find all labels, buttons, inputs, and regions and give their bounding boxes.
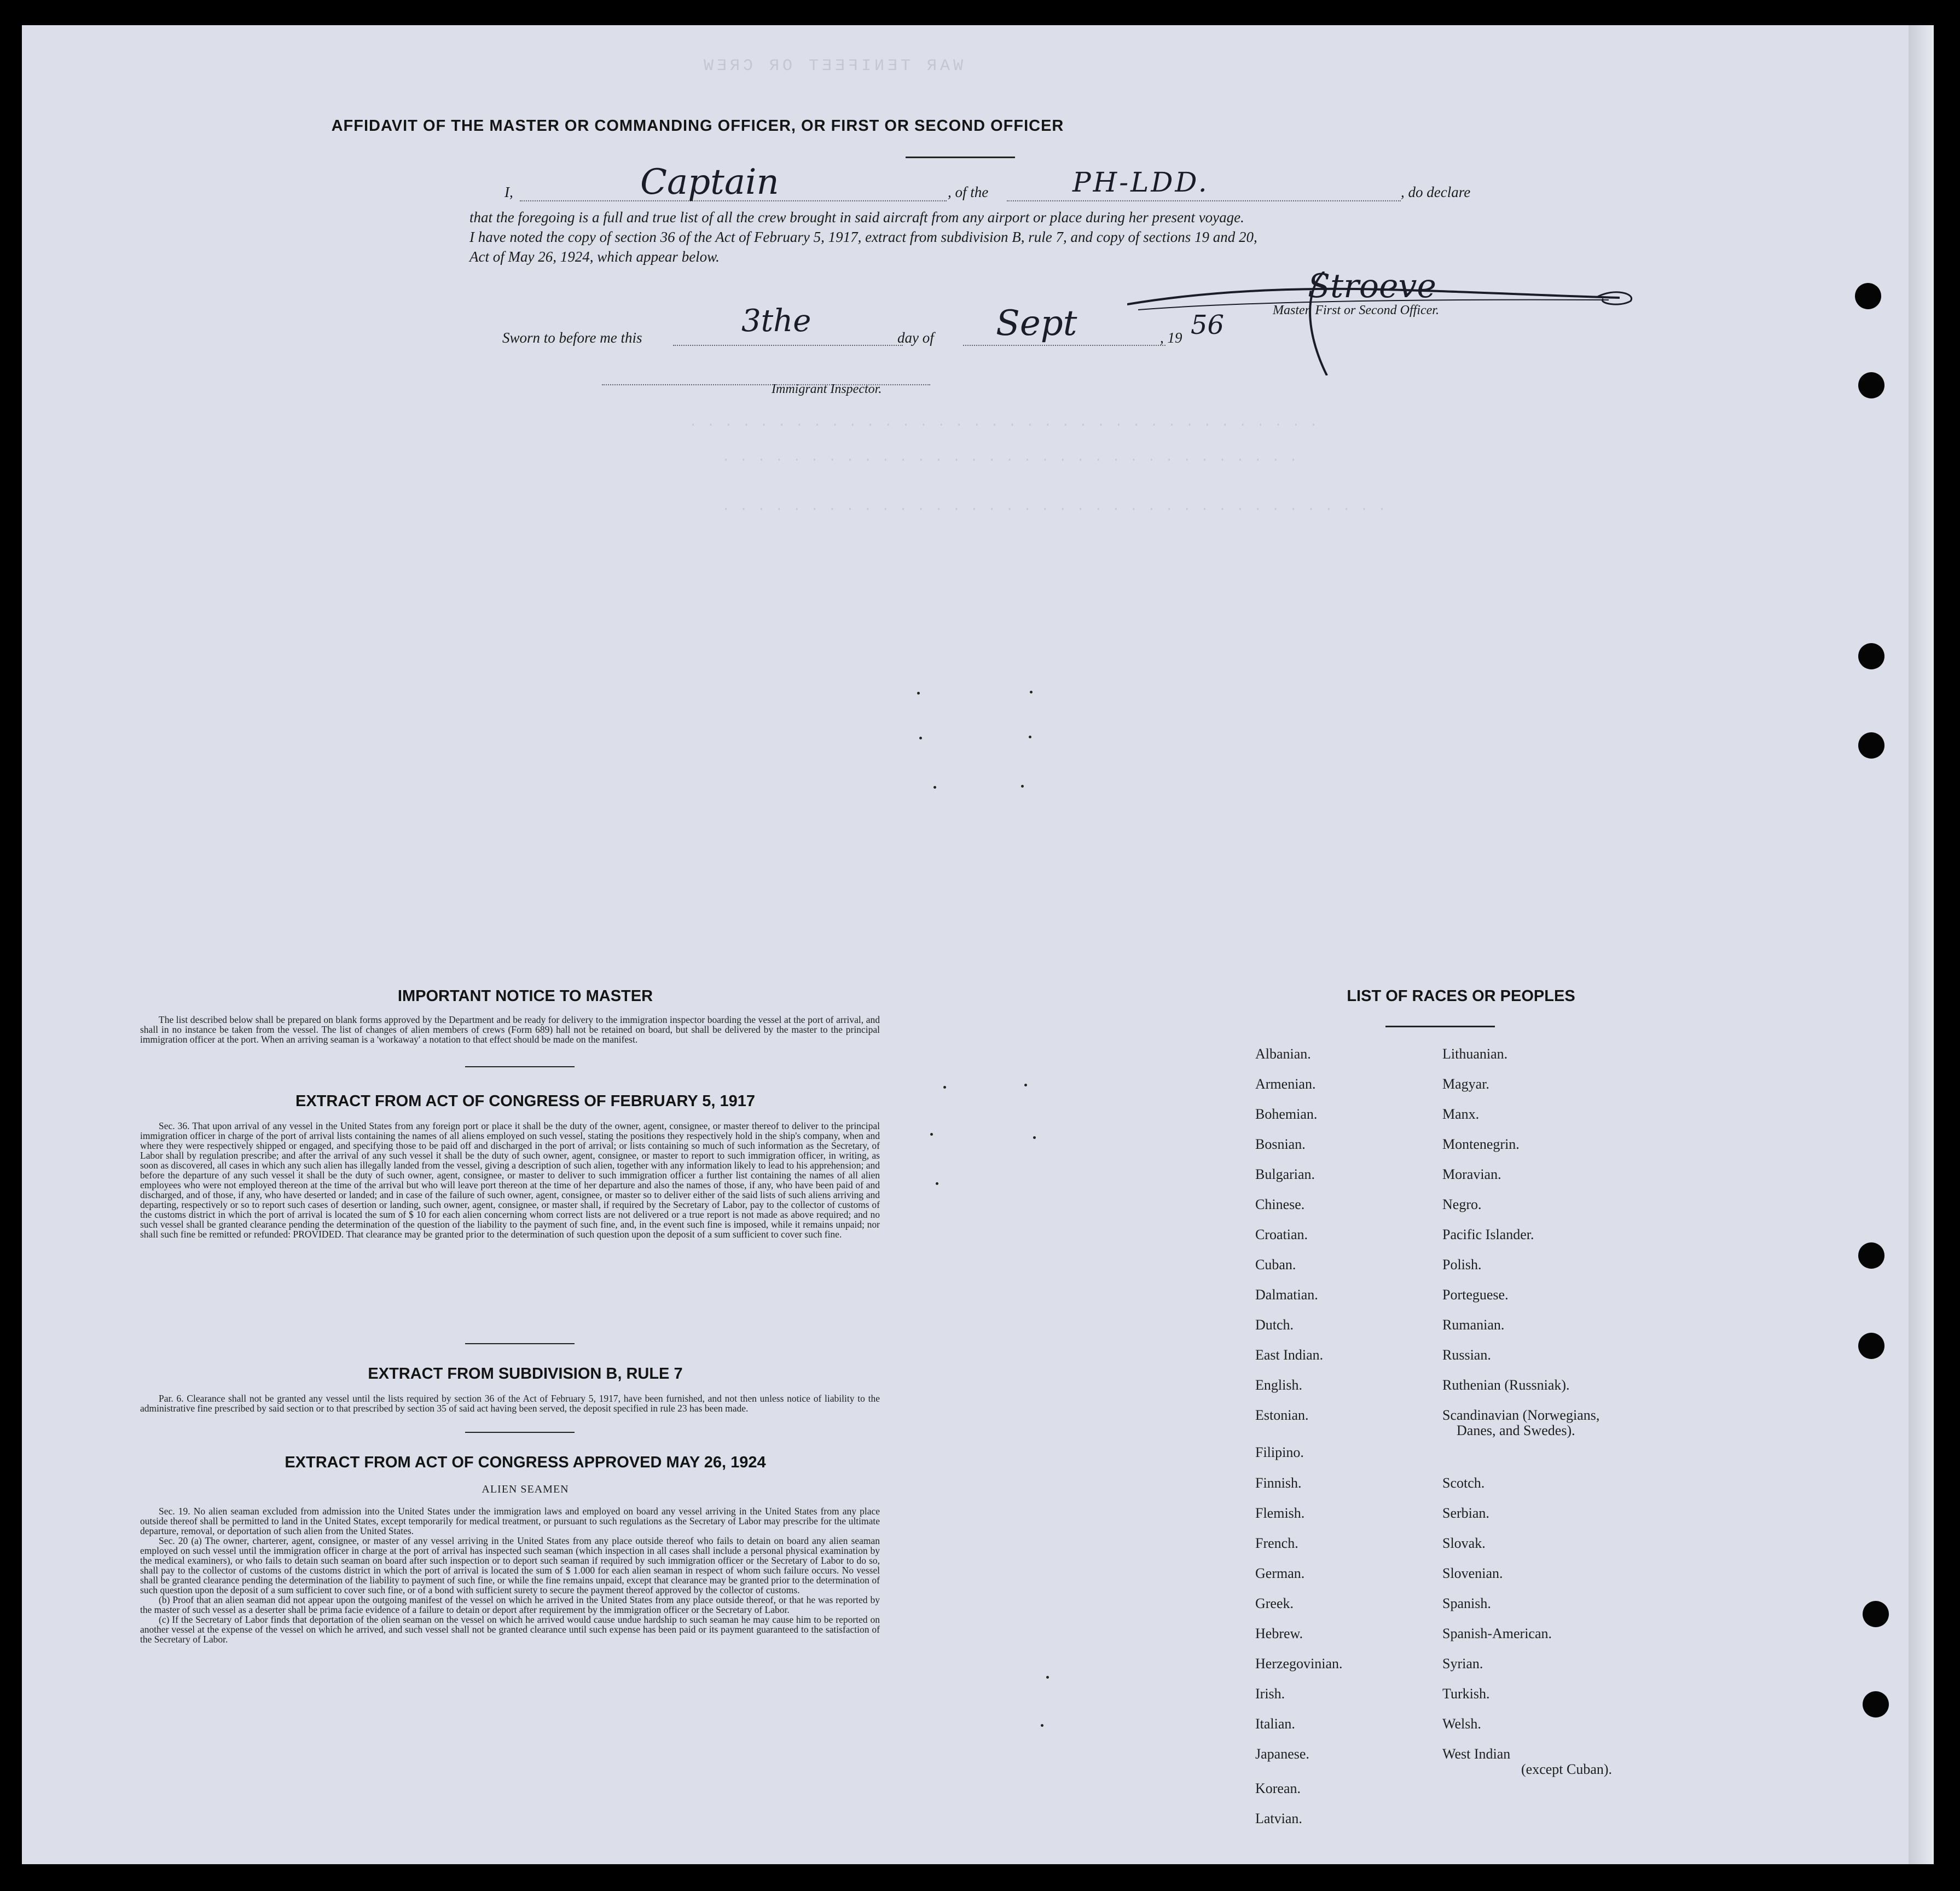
extract-1924-para-20c: (c) If the Secretary of Labor finds that deportation of the olien seaman on the vessel on which he arrived would cause undue hardship to such seaman he may cause him to be reported on another vessel at the expense of the vessel on which he arrived, and such vessel shall not be granted clearance until such expense has been paid or its payment guaranteed to the satisfaction of the Secretary of Labor. bbox=[140, 1614, 880, 1645]
extract-1924-para-20b: (b) Proof that an alien seaman did not appear upon the outgoing manifest of the vessel on which he arrived in the United States from any place outside thereof, or that he was reported by the master of such vessel as a deserter shall be prima facie evidence of a failure to detain or deport after requirement by the immigration officer or the Secretary of Labor. bbox=[140, 1594, 880, 1615]
sworn-day-blank bbox=[673, 345, 903, 346]
paper-speck bbox=[917, 692, 920, 695]
paper-speck bbox=[933, 786, 936, 789]
race-item: Greek. bbox=[1255, 1595, 1294, 1611]
race-item: Lithuanian. bbox=[1442, 1046, 1508, 1062]
race-item: Scandinavian (Norwegians, bbox=[1442, 1407, 1600, 1423]
bleed-through-text: · · · · · · · · · · · · · · · · · · · · · · · · · · · · · · · · · · · · · · bbox=[722, 502, 1388, 516]
document-page bbox=[22, 25, 1934, 1864]
race-item: German. bbox=[1255, 1565, 1305, 1581]
race-item: Pacific Islander. bbox=[1442, 1227, 1534, 1242]
extract-rule7-title: EXTRACT FROM SUBDIVISION B, RULE 7 bbox=[368, 1365, 683, 1383]
race-item: Polish. bbox=[1442, 1257, 1482, 1273]
declaration-line-4: Act of May 26, 1924, which appear below. bbox=[469, 248, 720, 265]
sworn-year-handwriting: 56 bbox=[1191, 310, 1225, 340]
race-item: Hebrew. bbox=[1255, 1626, 1303, 1641]
extract-1924-subtitle: ALIEN SEAMEN bbox=[482, 1483, 569, 1495]
bleed-through-text: WAR TENIFEET OR CREW bbox=[700, 57, 964, 76]
race-item: Russian. bbox=[1442, 1347, 1491, 1363]
race-item: Bosnian. bbox=[1255, 1136, 1306, 1152]
signature-text: Stroeve bbox=[1308, 267, 1436, 305]
extract-1924-para-20a: Sec. 20 (a) The owner, charterer, agent, consignee, or master of any vessel arriving in the United States from any place outside thereof who fails to detain on board any alien seaman employed on such vessel until the immigration officer in charge at the port of arrival has inspected such seaman (which inspection in all cases shall include a personal physical examination by the medical examiners), or who fails to detain such seaman on board after such inspection or to deport such seaman if required by such immigration officer or the Secretary of Labor to do so, shall pay to the collector of customs of the customs district in which the port of arrival is located the sum of $ 1.000 for each alien seaman in respect of whom such failure occurs. No vessel shall be granted clearance pending the determination of the liability to payment of such fine, or while the fine remains unpaid, except that clearance may be granted prior to the determination of such question upon the deposit of a sum sufficient to cover such fine, or of a bond with sufficient surety to secure the payment thereof approved by the collector of customs. bbox=[140, 1535, 880, 1595]
extract-1917-text bbox=[140, 1121, 880, 1239]
extract-rule7-text bbox=[140, 1393, 880, 1413]
race-item: Dutch. bbox=[1255, 1317, 1294, 1333]
race-item: Spanish-American. bbox=[1442, 1626, 1552, 1641]
bleed-through-text: · · · · · · · · · · · · · · · · · · · · · · · · · · · · · · · · · bbox=[722, 453, 1299, 467]
punch-hole bbox=[1858, 732, 1884, 759]
race-item: Finnish. bbox=[1255, 1475, 1302, 1491]
sworn-month-handwriting: Sept bbox=[996, 303, 1077, 344]
paper-speck bbox=[943, 1086, 946, 1089]
race-item: Filipino. bbox=[1255, 1444, 1304, 1460]
race-item: Montenegrin. bbox=[1442, 1136, 1520, 1152]
declaration-line-1-prefix: I, bbox=[505, 184, 513, 200]
race-item: Danes, and Swedes). bbox=[1457, 1422, 1575, 1438]
punch-hole bbox=[1863, 1601, 1889, 1627]
paper-speck bbox=[936, 1182, 938, 1185]
race-item: Cuban. bbox=[1255, 1257, 1296, 1273]
race-item: West Indian bbox=[1442, 1746, 1511, 1762]
race-item: Chinese. bbox=[1255, 1196, 1305, 1212]
notice-title: IMPORTANT NOTICE TO MASTER bbox=[397, 987, 653, 1005]
race-item: Flemish. bbox=[1255, 1505, 1305, 1521]
punch-hole bbox=[1858, 1242, 1884, 1269]
aircraft-handwriting: PH-LDD. bbox=[1072, 166, 1209, 198]
aircraft-blank bbox=[1007, 200, 1401, 201]
race-item: (except Cuban). bbox=[1521, 1761, 1613, 1777]
race-item: Porteguese. bbox=[1442, 1287, 1509, 1303]
extract-1924-para-19: Sec. 19. No alien seaman excluded from admission into the United States under the immigration laws and employed on board any vessel arriving in the United States from any place outside thereof shall be permitted to land in the United States, except temporarily for medical treatment, or pursuant to such regulations as the Secretary of Labor may prescribe for the ultimate departure, removal, or deportation of such alien from the United States. bbox=[140, 1506, 880, 1536]
punch-hole bbox=[1855, 283, 1881, 309]
race-item: Bulgarian. bbox=[1255, 1166, 1315, 1182]
race-item: Spanish. bbox=[1442, 1595, 1491, 1611]
section-rule bbox=[465, 1432, 575, 1433]
race-item: Bohemian. bbox=[1255, 1106, 1318, 1122]
section-rule bbox=[465, 1343, 575, 1344]
race-item: Dalmatian. bbox=[1255, 1287, 1318, 1303]
race-item: Italian. bbox=[1255, 1716, 1295, 1732]
punch-hole bbox=[1863, 1691, 1889, 1717]
sworn-month-blank bbox=[963, 345, 1165, 346]
punch-hole bbox=[1858, 643, 1884, 669]
race-item: Estonian. bbox=[1255, 1407, 1309, 1423]
race-item: English. bbox=[1255, 1377, 1302, 1393]
notice-paragraph: The list described below shall be prepared on blank forms approved by the Department and be ready for delivery to the immigration inspector boarding the vessel at the port of arrival, and shall in no instance be taken from the vessel. The list of changes of alien members of crews (Form 689) hall not be retained on board, but shall be delivered by the master to the principal immigration officer at the port. When an arriving seaman is a 'workaway' a notation to that effect should be made on the manifest. bbox=[140, 1014, 880, 1045]
signature-caption: Master, First or Second Officer. bbox=[1273, 303, 1439, 317]
section-rule bbox=[465, 1066, 575, 1067]
declaration-line-1-of: , of the bbox=[948, 184, 989, 200]
paper-speck bbox=[1030, 691, 1033, 693]
extract-1917-title: EXTRACT FROM ACT OF CONGRESS OF FEBRUARY 5, 1917 bbox=[295, 1092, 756, 1110]
paper-speck bbox=[1021, 785, 1024, 788]
sworn-year-prefix: , 19 bbox=[1160, 329, 1182, 346]
race-item: Slovenian. bbox=[1442, 1565, 1503, 1581]
page-edge bbox=[1909, 25, 1934, 1864]
race-item: Croatian. bbox=[1255, 1227, 1308, 1242]
extract-rule7-paragraph: Par. 6. Clearance shall not be granted any vessel until the lists required by section 36 of the Act of February 5, 1917, have been furnished, and not then unless notice of liability to the administrative fine prescribed by said section or to that prescribed by section 35 of said act having been served, the deposit specified in rule 23 has been made. bbox=[140, 1393, 880, 1414]
race-item: Irish. bbox=[1255, 1686, 1285, 1702]
paper-speck bbox=[1029, 736, 1031, 738]
race-item: Japanese. bbox=[1255, 1746, 1309, 1762]
races-title-rule bbox=[1385, 1026, 1495, 1027]
race-item: Latvian. bbox=[1255, 1811, 1302, 1826]
sworn-day-handwriting: 3the bbox=[741, 303, 811, 339]
punch-hole bbox=[1858, 372, 1884, 398]
declarant-handwriting: Captain bbox=[640, 162, 779, 203]
sworn-day-of: day of bbox=[897, 329, 934, 346]
race-item: Welsh. bbox=[1442, 1716, 1481, 1732]
bleed-through-text: · · · · · · · · · · · · · · · · · · · · · · · · · · · · · · · · · · · · bbox=[689, 418, 1319, 432]
sworn-prefix: Sworn to before me this bbox=[502, 329, 642, 346]
race-item: Moravian. bbox=[1442, 1166, 1501, 1182]
race-item: Slovak. bbox=[1442, 1535, 1486, 1551]
paper-speck bbox=[1046, 1676, 1049, 1679]
paper-speck bbox=[1024, 1084, 1027, 1086]
affidavit-title: AFFIDAVIT OF THE MASTER OR COMMANDING OFFICER, OR FIRST OR SECOND OFFICER bbox=[331, 117, 1064, 135]
race-item: Serbian. bbox=[1442, 1505, 1489, 1521]
race-item: Albanian. bbox=[1255, 1046, 1311, 1062]
race-item: Herzegovinian. bbox=[1255, 1656, 1343, 1672]
race-item: Manx. bbox=[1442, 1106, 1480, 1122]
paper-speck bbox=[919, 737, 922, 739]
extract-1924-title: EXTRACT FROM ACT OF CONGRESS APPROVED MAY 26, 1924 bbox=[285, 1454, 766, 1471]
race-item: Turkish. bbox=[1442, 1686, 1490, 1702]
race-item: Magyar. bbox=[1442, 1076, 1489, 1092]
inspector-caption: Immigrant Inspector. bbox=[772, 382, 882, 396]
race-item: Ruthenian (Russniak). bbox=[1442, 1377, 1570, 1393]
notice-text bbox=[140, 1015, 880, 1044]
punch-hole bbox=[1858, 1333, 1884, 1359]
race-item: Korean. bbox=[1255, 1780, 1301, 1796]
races-title: LIST OF RACES OR PEOPLES bbox=[1347, 987, 1575, 1005]
declaration-line-3: I have noted the copy of section 36 of the Act of February 5, 1917, extract from subdivision B, rule 7, and copy of sections 19 and 20, bbox=[469, 229, 1257, 245]
race-item: Syrian. bbox=[1442, 1656, 1483, 1672]
paper-speck bbox=[930, 1133, 933, 1136]
paper-speck bbox=[1041, 1724, 1043, 1727]
race-item: Scotch. bbox=[1442, 1475, 1485, 1491]
title-rule bbox=[906, 157, 1015, 158]
declaration-line-1-suffix: , do declare bbox=[1401, 184, 1471, 200]
paper-speck bbox=[1033, 1136, 1036, 1139]
extract-1924-text bbox=[140, 1506, 880, 1644]
declaration-line-2: that the foregoing is a full and true list of all the crew brought in said aircraft from any airport or place during her present voyage. bbox=[469, 209, 1244, 225]
extract-1917-paragraph: Sec. 36. That upon arrival of any vessel in the United States from any foreign port or place it shall be the duty of the owner, agent, consignee, or master thereof to deliver to the principal immigration officer in charge of the port of arrival lists containing the names of all aliens employed on such vessel, stating the positions they respectively hold in the ship's company, when and where they were respectively shipped or engaged, and specifying those to be paid off and discharged in the port of arrival; or lists containing so much of such information as the Secretary, of Labor shall by regulation prescribe; and after the arrival of any such vessel it shall be the duty of such owner, agent, consignee, or master to report to such immigration officer, in writing, as soon as discovered, all cases in which any such alien has illegally landed from the vessel, giving a description of such alien, together with any information likely to lead to his apprehension; and before the departure of any such vessel it shall be the duty of such owner, agent, consignee, or master to deliver to such immigration officer a further list containing the names of all alien employees who were not employed thereon at the time of the arrival but who will leave port thereon at the time of her departure and also the names of those, if any, who have been paid of and discharged, and of those, if any, who have deserted or landed; and in case of the failure of such owner, agent, consignee, or master so to deliver either of the said lists of such aliens arriving and departing, respectively or so to report such cases of desertion or landing, such owner, agent, consignee, or master shall, if required by the Secretary of Labor, pay to the collector of customs of the customs district in which the port of arrival is located the sum of $ 10 for each alien concerning whom correct lists are not delivered or a true report is not made as above required; and no such vessel shall be granted clearance pending the determination of the question of the liability to the payment of such fine, and, in the event such fine is imposed, while it remains unpaid; nor shall such fine be remitted or refunded: PROVIDED. That clearance may be granted prior to the determination of such question upon the deposit of a sum sufficient to cover such fine. bbox=[140, 1120, 880, 1240]
race-item: East Indian. bbox=[1255, 1347, 1324, 1363]
race-item: French. bbox=[1255, 1535, 1298, 1551]
race-item: Rumanian. bbox=[1442, 1317, 1505, 1333]
race-item: Armenian. bbox=[1255, 1076, 1316, 1092]
race-item: Negro. bbox=[1442, 1196, 1482, 1212]
